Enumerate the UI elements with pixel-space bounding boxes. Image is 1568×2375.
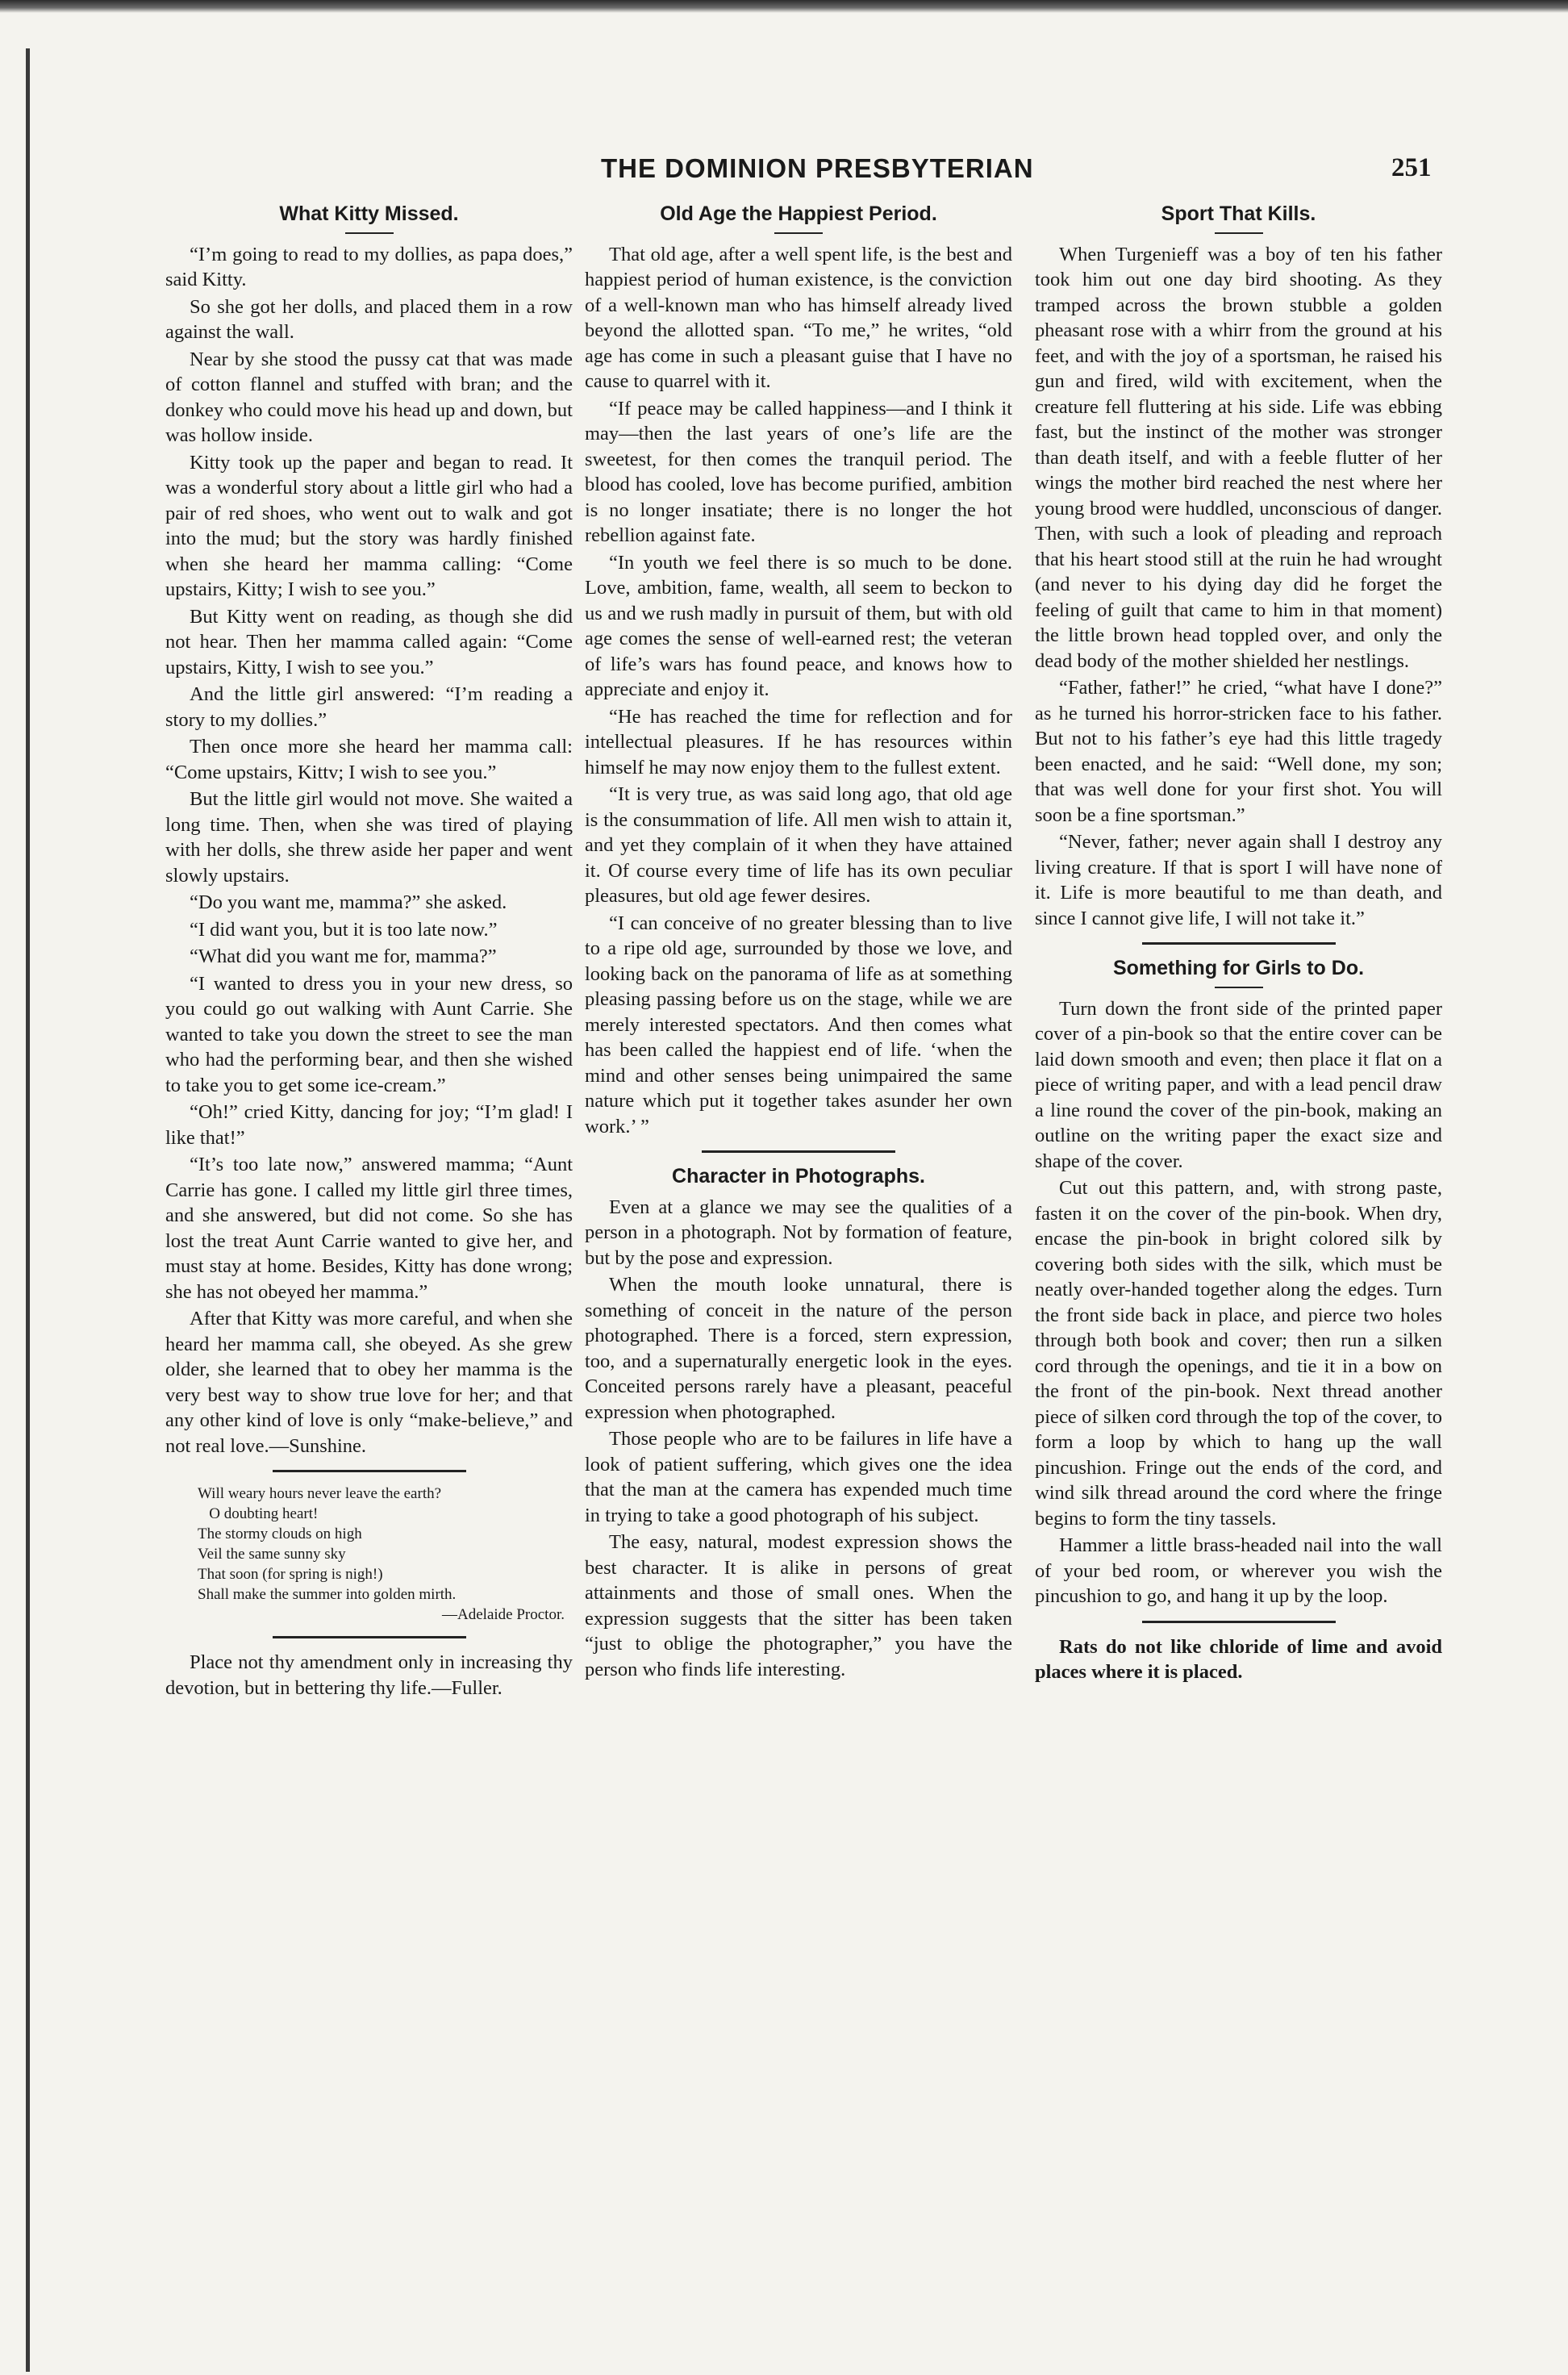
paragraph: “I’m going to read to my dollies, as papa does,” said Kitty.: [165, 243, 573, 290]
poem-attribution: —Adelaide Proctor.: [442, 1606, 565, 1623]
paragraph: “Father, father!” he cried, “what have I done?” as he turned his horror-stricken face to his father. But not to his father’s eye had this little tragedy been enacted, and he said: “Well done, my son; that was well done for your first shot. You will soon be a fine sportsman.”: [1035, 677, 1442, 826]
article-title-old-age: Old Age the Happiest Period.: [660, 202, 937, 225]
closing-note: Rats do not like chloride of lime and avoid places where it is placed.: [1035, 1635, 1442, 1683]
paragraph: Cut out this pattern, and, with strong paste, fasten it on the cover of the pin-book. When dry, encase the pin-book in bright colored silk by covering both sides with the silk, which must be neatly over-handed together along the edges. Turn the front side back in place, and pierce two holes through both book and cover; then run a silken cord through the openings, and tie it in a bow on the front of the pin-book. Next thread another piece of silken cord through the top of the cover, to form a loop by which to hang up the wall pincushion. Fringe out the ends of the cord, and wind silk thread around the cord where the fringe begins to form the tiny tassels.: [1035, 1177, 1442, 1530]
column-3: [1035, 202, 1442, 1687]
paragraph: “I can conceive of no greater blessing than to live to a ripe old age, surrounded by those we love, and looking back on the panorama of life as at something pleasing passing before us on the stage, while we are merely interested spectators. And then comes what has been called the happiest end of life. ‘when the mind and other senses being unimpaired the same nature which put it together takes asunder her own work.’ ”: [585, 912, 1012, 1137]
paragraph: After that Kitty was more careful, and when she heard her mamma call, she obeyed. As she grew older, she learned that to obey her mamma is the very best way to show true love for her; and that any other kind of love is only “make-believe,” and not real love.—Sunshine.: [165, 1308, 573, 1457]
page-top-edge: [0, 0, 1568, 13]
running-head: [0, 153, 1568, 194]
paragraph: Hammer a little brass-headed nail into the wall of your bed room, or wherever you wish the pincushion to go, and hang it up by the loop.: [1035, 1534, 1442, 1607]
poem-line: The stormy clouds on high: [198, 1526, 362, 1542]
paragraph: “Do you want me, mamma?” she asked.: [190, 891, 507, 913]
section-divider: [702, 1150, 895, 1153]
paragraph: But Kitty went on reading, as though she did not hear. Then her mamma called again: “Come upstairs, Kitty, I wish to see you.”: [165, 605, 573, 678]
paragraph: Near by she stood the pussy cat that was made of cotton flannel and stuffed with bran; and the donkey who could move his head up and down, but was hollow inside.: [165, 348, 573, 446]
poem-line: O doubting heart!: [198, 1505, 319, 1522]
poem-line: Veil the same sunny sky: [198, 1546, 346, 1563]
paragraph: But the little girl would not move. She waited a long time. Then, when she was tired of playing with her dolls, she threw aside her paper and went slowly upstairs.: [165, 788, 573, 887]
paragraph: “Never, father; never again shall I destroy any living creature. If that is sport I will have none of it. Life is more beautiful to me than death, and since I cannot give life, I will not take it.”: [1035, 831, 1442, 929]
article-title-something-for-girls: Something for Girls to Do.: [1112, 957, 1365, 979]
section-divider: [1142, 1621, 1336, 1623]
paragraph: “I wanted to dress you in your new dress, so you could go out walking with Aunt Carrie. She wanted to take you down the street to see the man who had the performing bear, and then she wished to take you to get some ice-cream.”: [165, 972, 573, 1096]
short-divider: [1215, 987, 1263, 988]
paragraph: So she got her dolls, and placed them in a row against the wall.: [165, 295, 573, 343]
paragraph: Kitty took up the paper and began to read. It was a wonderful story about a little girl who had a pair of red shoes, who went out to walk and got into the mud; but the story was hardly finished when she heard her mamma calling: “Come upstairs, Kitty; I wish to see you.”: [165, 451, 573, 600]
paragraph: Those people who are to be failures in life have a look of patient suffering, which gives one the idea that the man at the camera has expended much time in trying to take a good photograph of his subject.: [585, 1428, 1012, 1526]
publication-title: THE DOMINION PRESBYTERIAN: [601, 153, 1034, 183]
closing-quote: Place not thy amendment only in increasing thy devotion, but in bettering thy life.—Fuller.: [165, 1651, 573, 1699]
column-1: [165, 202, 573, 1702]
paragraph: “If peace may be called happiness—and I think it may—then the last years of one’s life are the sweetest, for then comes the tranquil period. The blood has cooled, love has become purified, ambition is no longer insatiate; there is no longer the hot rebellion against fate.: [585, 397, 1012, 546]
paragraph: “It is very true, as was said long ago, that old age is the consummation of life. All men wish to attain it, and yet they complain of it when they have attained it. Of course every time of life has its own peculiar pleasures, but old age fewer desires.: [585, 783, 1012, 907]
paragraph: “He has reached the time for reflection and for intellectual pleasures. If he has resources within himself he may now enjoy them to the fullest extent.: [585, 705, 1012, 778]
article-title-character-in-photographs: Character in Photographs.: [672, 1165, 925, 1188]
paragraph: “In youth we feel there is so much to be done. Love, ambition, fame, wealth, all seem to beckon to us and we rush madly in pursuit of them, but with old age comes the sense of well-earned rest; the veteran of life’s wars has found peace, and knows how to appreciate and enjoy it.: [585, 551, 1012, 700]
page-number: 251: [1391, 153, 1432, 182]
article-title-what-kitty-missed: What Kitty Missed.: [279, 202, 459, 225]
paragraph: When Turgenieff was a boy of ten his father took him out one day bird shooting. As they tramped across the brown stubble a golden pheasant rose with a whirr from the ground at his feet, and with the joy of a sportsman, he raised his gun and fired, wild with excitement, when the creature fell fluttering at his side. Life was ebbing fast, but the instinct of the mother was stronger than death itself, and with a feeble flutter of her wings the mother bird reached the nest where her young brood were huddled, unconscious of danger. Then, with such a look of pleading and reproach that his heart stood still at the ruin he had wrought (and never to his dying day did he forget the feeling of guilt that came to him in that moment) the little brown head toppled over, and only the dead body of the mother shielded her nestlings.: [1035, 243, 1442, 672]
short-divider: [774, 232, 823, 234]
short-divider: [345, 232, 394, 234]
section-divider: [273, 1636, 466, 1638]
binding-rule: [26, 48, 30, 2372]
poem-line: Shall make the summer into golden mirth.: [198, 1586, 457, 1603]
paragraph: Turn down the front side of the printed paper cover of a pin-book so that the entire cover can be laid down smooth and even; then place it flat on a piece of writing paper, and with a lead pencil draw a line round the cover of the pin-book, making an outline on the writing paper the exact size and shape of the cover.: [1035, 997, 1442, 1172]
poem-line: That soon (for spring is nigh!): [198, 1566, 383, 1583]
paragraph: “I did want you, but it is too late now.”: [190, 918, 498, 941]
paragraph: The easy, natural, modest expression shows the best character. It is alike in persons of great attainments and those of small ones. When the expression suggests that the sitter has been taken “just to oblige the photographer,” you have the person who finds life interesting.: [585, 1531, 1012, 1680]
paragraph: “It’s too late now,” answered mamma; “Aunt Carrie has gone. I called my little girl three times, and she answered, but did not come. So she has lost the treat Aunt Carrie wanted to give her, and must stay at home. Besides, Kitty has done wrong; she has not obeyed her mamma.”: [165, 1154, 573, 1303]
section-divider: [1142, 942, 1336, 945]
paragraph: When the mouth looke unnatural, there is something of conceit in the nature of the person photographed. There is a forced, stern expression, too, and a supernaturally energetic look in the eyes. Conceited persons rarely have a pleasant, peaceful expression when photographed.: [585, 1274, 1012, 1423]
paragraph: And the little girl answered: “I’m reading a story to my dollies.”: [165, 683, 573, 731]
poem-line: Will weary hours never leave the earth?: [198, 1485, 442, 1502]
article-title-sport-that-kills: Sport That Kills.: [1161, 202, 1316, 225]
paragraph: Even at a glance we may see the qualities of a person in a photograph. Not by formation of feature, but by the pose and expression.: [585, 1196, 1012, 1269]
section-divider: [273, 1470, 466, 1472]
paragraph: That old age, after a well spent life, is the best and happiest period of human existence, is the conviction of a well-known man who has himself already lived beyond the allotted span. “To me,” he writes, “old age has come in such a pleasant guise that I have no cause to quarrel with it.: [585, 243, 1012, 392]
short-divider: [1215, 232, 1263, 234]
paragraph: “Oh!” cried Kitty, dancing for joy; “I’m glad! I like that!”: [165, 1101, 573, 1149]
paragraph: “What did you want me for, mamma?”: [190, 945, 497, 967]
poem: [198, 1484, 573, 1625]
paragraph: Then once more she heard her mamma call: “Come upstairs, Kittv; I wish to see you.”: [165, 736, 573, 783]
column-2: [585, 202, 1012, 1684]
